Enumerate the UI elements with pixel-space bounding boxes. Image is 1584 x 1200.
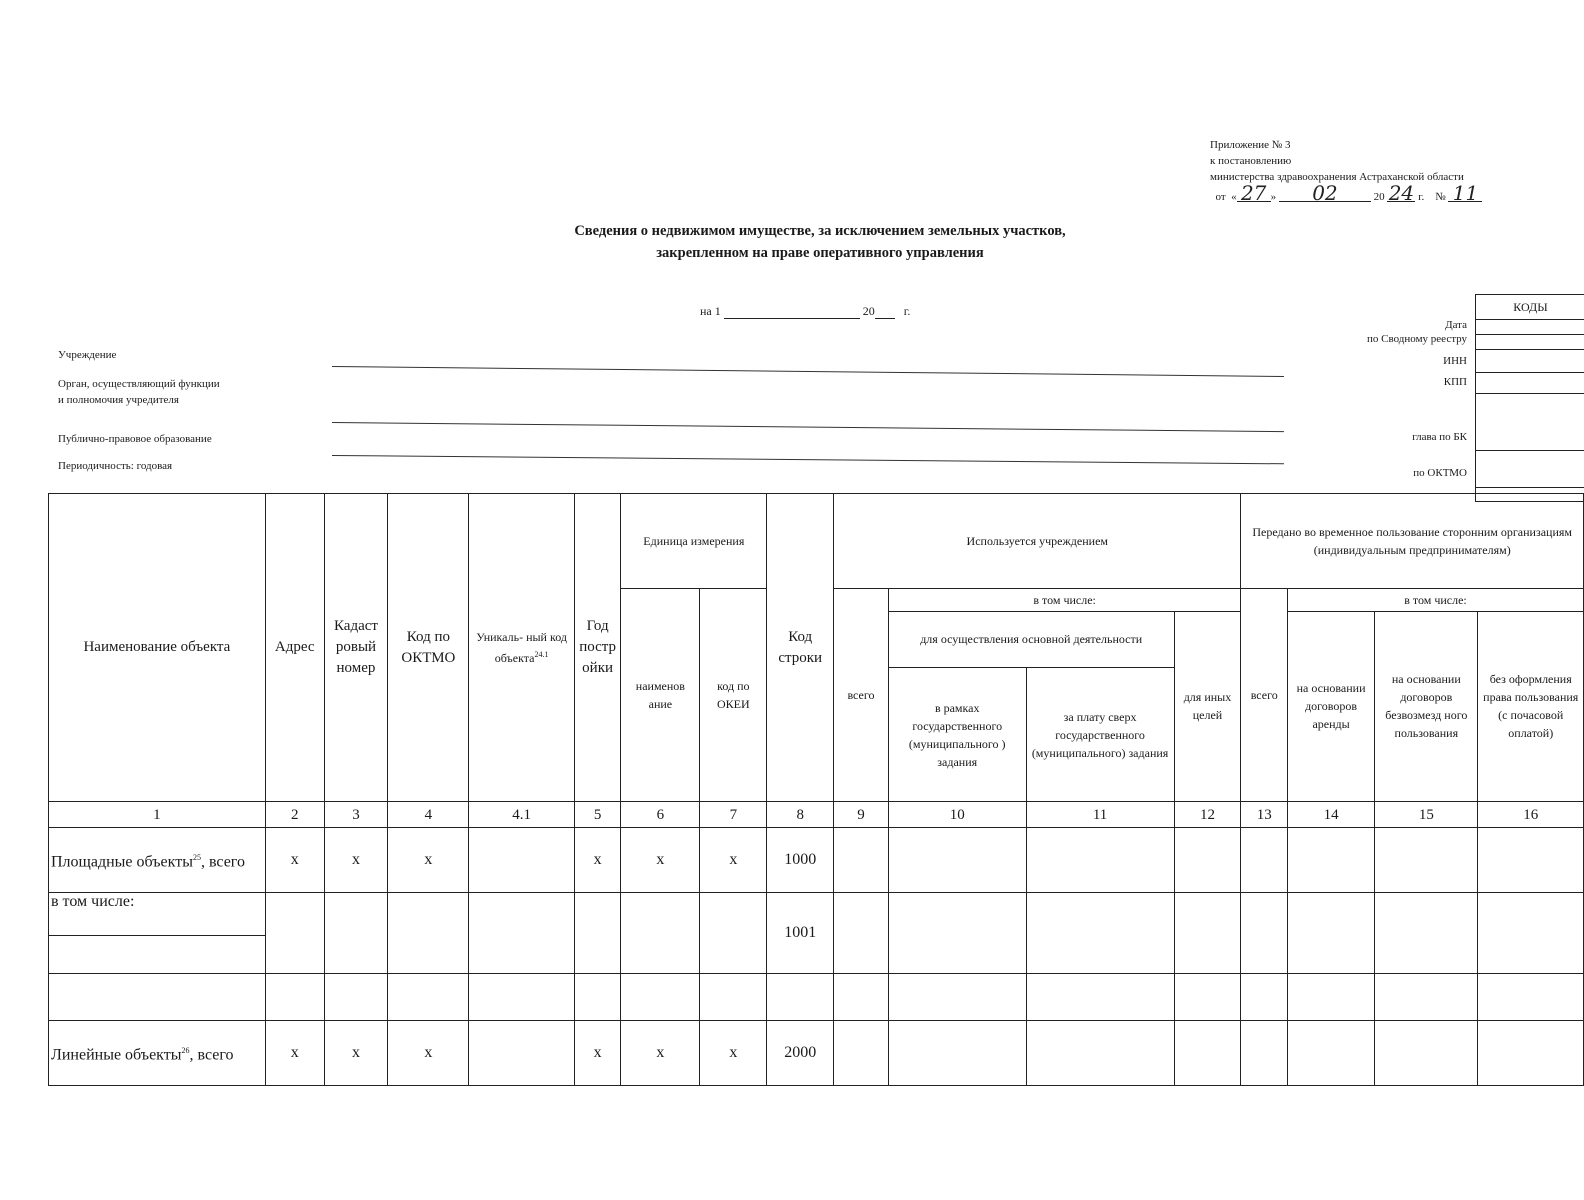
cell-empty[interactable] (621, 974, 700, 1021)
col-num: 14 (1288, 802, 1375, 828)
as-of-prefix: на 1 (700, 304, 721, 318)
row-area-text-2: , всего (200, 853, 245, 871)
institution-fill-line[interactable] (332, 366, 1284, 377)
cell-empty[interactable] (49, 935, 266, 974)
header-year: Год постр ойки (574, 494, 621, 802)
cell-line-code: 1001 (767, 893, 834, 974)
annex-from-label: от (1215, 191, 1226, 203)
header-paid-over: за плату сверх государственного (муниципального) задания (1026, 668, 1174, 802)
cell-empty[interactable] (1478, 893, 1584, 974)
cell-empty[interactable] (621, 893, 700, 974)
cell-x: х (324, 828, 388, 893)
row-area-sup: 25 (192, 853, 201, 863)
cell-empty[interactable] (1375, 974, 1478, 1021)
as-of-date-blank[interactable] (724, 304, 860, 319)
header-unique-code-sup: 24.1 (534, 650, 549, 660)
periodicity-label: Периодичность: годовая (58, 460, 173, 472)
cell-empty[interactable] (1375, 893, 1478, 974)
cell-empty[interactable] (767, 974, 834, 1021)
header-transferred: Передано во временное пользование сторонним организациям (индивидуальным предпринимателям) (1241, 494, 1584, 589)
cell-empty[interactable] (1478, 828, 1584, 893)
cell-empty[interactable] (700, 893, 767, 974)
header-used-total: всего (834, 589, 889, 802)
annex-line-1: Приложение № 3 (1210, 139, 1291, 151)
cell-empty[interactable] (1174, 893, 1241, 974)
codes-box (1475, 294, 1584, 502)
header-lease: на основании договоров аренды (1288, 611, 1375, 802)
header-free-use: на основании договоров безвозмезд ного пользования (1375, 611, 1478, 802)
cell-empty[interactable] (1026, 893, 1174, 974)
as-of-year-blank[interactable] (875, 304, 895, 319)
annex-date-line: от « 27 » 02 20 24 г. № 11 (1210, 185, 1482, 205)
cell-empty[interactable] (324, 974, 388, 1021)
annex-number-label: № (1435, 191, 1446, 203)
code-bk-label: глава по БК (1412, 431, 1467, 443)
cell-x: х (265, 828, 324, 893)
public-entity-label: Публично-правовое образование (58, 433, 212, 445)
as-of-suffix: г. (903, 304, 911, 318)
code-inn-label: ИНН (1443, 355, 1467, 367)
header-oktmo: Код по ОКТМО (388, 494, 469, 802)
header-used-incl: в том числе: (888, 589, 1241, 611)
code-kpp-label: КПП (1443, 376, 1467, 388)
annex-month: 02 (1279, 185, 1371, 202)
cell-empty[interactable] (265, 893, 324, 974)
cell-empty[interactable] (49, 974, 266, 1021)
col-num: 4 (388, 802, 469, 828)
code-date-cell[interactable] (1476, 320, 1584, 335)
row-blank-2 (49, 974, 1584, 1021)
col-num: 9 (834, 802, 889, 828)
col-num: 6 (621, 802, 700, 828)
cell-empty[interactable] (1241, 974, 1288, 1021)
header-transferred-total: всего (1241, 589, 1288, 802)
founder-label-1: Орган, осуществляющий функции (58, 378, 220, 390)
header-unit: Единица измерения (621, 494, 767, 589)
row-area-label (49, 828, 266, 893)
as-of-year-prefix: 20 (862, 304, 875, 318)
founder-fill-line[interactable] (332, 422, 1284, 432)
header-line-code: Код строки (767, 494, 834, 802)
col-num: 1 (49, 802, 266, 828)
cell-empty[interactable] (469, 974, 574, 1021)
cell-line-code: 1000 (767, 828, 834, 893)
cell-empty[interactable] (888, 828, 1026, 893)
header-unit-okei: код по ОКЕИ (700, 589, 767, 802)
row-including (49, 893, 1584, 936)
code-inn-cell[interactable] (1476, 350, 1584, 373)
col-num: 8 (767, 802, 834, 828)
cell-empty[interactable] (265, 974, 324, 1021)
header-cadastral: Кадаст ровый номер (324, 494, 388, 802)
cell-empty[interactable] (1288, 974, 1375, 1021)
document-title (430, 220, 1210, 264)
cell-empty[interactable] (834, 893, 889, 974)
code-registry-label: по Сводному реестру (1367, 333, 1467, 345)
cell-empty[interactable] (1026, 974, 1174, 1021)
annex-day: 27 (1237, 185, 1271, 202)
cell-x: х (388, 828, 469, 893)
institution-label: Учреждение (58, 349, 117, 361)
cell-empty[interactable] (1026, 828, 1174, 893)
header-unique-code-text: Уникаль- ный код объекта (476, 630, 567, 666)
cell-line-code: 2000 (767, 1021, 834, 1086)
row-linear-objects (49, 1021, 1584, 1086)
cell-empty[interactable] (574, 893, 621, 974)
cell-x: х (621, 828, 700, 893)
row-area-text: Площадные объекты (51, 853, 193, 871)
annex-block (1210, 137, 1482, 205)
row-linear-text-2: , всего (189, 1046, 234, 1064)
cell-empty[interactable] (1174, 974, 1241, 1021)
annex-year: 24 (1388, 181, 1415, 205)
header-unit-name: наименов ание (621, 589, 700, 802)
cell-x: х (621, 1021, 700, 1086)
cell-empty[interactable] (834, 974, 889, 1021)
header-main-activity: для осуществления основной деятельности (888, 611, 1174, 668)
cell-x: х (700, 828, 767, 893)
cell-empty[interactable] (1375, 1021, 1478, 1086)
title-line-2: закрепленном на праве оперативного управления (656, 245, 984, 261)
header-name: Наименование объекта (49, 494, 266, 802)
col-num: 10 (888, 802, 1026, 828)
cell-x: х (574, 1021, 621, 1086)
cell-empty[interactable] (469, 893, 574, 974)
cell-empty[interactable] (888, 893, 1026, 974)
code-bk-cell[interactable] (1476, 394, 1584, 451)
header-transferred-incl: в том числе: (1288, 589, 1584, 611)
col-num: 12 (1174, 802, 1241, 828)
col-num: 4.1 (469, 802, 574, 828)
row-area-objects (49, 828, 1584, 893)
cell-x: х (324, 1021, 388, 1086)
cell-x: х (265, 1021, 324, 1086)
annex-year-suffix: г. (1418, 191, 1425, 203)
col-num: 11 (1026, 802, 1174, 828)
cell-x: х (388, 1021, 469, 1086)
cell-empty[interactable] (1241, 893, 1288, 974)
cell-empty[interactable] (574, 974, 621, 1021)
cell-empty[interactable] (1288, 828, 1375, 893)
header-unique-code (469, 494, 574, 802)
code-oktmo-cell[interactable] (1476, 451, 1584, 488)
header-state-task: в рамках государственного (муниципального ) задания (888, 668, 1026, 802)
annex-line-2: к постановлению (1210, 155, 1292, 167)
col-num: 13 (1241, 802, 1288, 828)
cell-empty[interactable] (1288, 893, 1375, 974)
cell-empty[interactable] (469, 828, 574, 893)
cell-empty[interactable] (388, 893, 469, 974)
property-table (48, 493, 1584, 1086)
cell-empty[interactable] (324, 893, 388, 974)
header-address: Адрес (265, 494, 324, 802)
title-line-1: Сведения о недвижимом имуществе, за исключением земельных участков, (574, 223, 1066, 239)
public-entity-fill-line[interactable] (332, 455, 1284, 464)
annex-line-3: министерства здравоохранения Астраханской области (1210, 171, 1464, 183)
cell-empty[interactable] (834, 828, 889, 893)
cell-empty[interactable] (1026, 1021, 1174, 1086)
col-num: 5 (574, 802, 621, 828)
cell-empty[interactable] (1174, 1021, 1241, 1086)
code-date-label: Дата (1445, 319, 1467, 331)
row-linear-label (49, 1021, 266, 1086)
code-registry-cell[interactable] (1476, 335, 1584, 350)
row-linear-text: Линейные объекты (51, 1046, 182, 1064)
col-num: 2 (265, 802, 324, 828)
as-of-date (700, 304, 910, 319)
cell-empty[interactable] (700, 974, 767, 1021)
col-num: 16 (1478, 802, 1584, 828)
row-including-label: в том числе: (49, 893, 266, 936)
cell-empty[interactable] (1478, 974, 1584, 1021)
cell-empty[interactable] (888, 1021, 1026, 1086)
header-used: Используется учреждением (834, 494, 1241, 589)
code-kpp-cell[interactable] (1476, 373, 1584, 394)
cell-empty[interactable] (1375, 828, 1478, 893)
col-num: 15 (1375, 802, 1478, 828)
cell-empty[interactable] (888, 974, 1026, 1021)
annex-number: 11 (1448, 185, 1482, 202)
code-oktmo-label: по ОКТМО (1413, 467, 1467, 479)
col-num: 3 (324, 802, 388, 828)
founder-label-2: и полномочия учредителя (58, 394, 179, 406)
header-other-purposes: для иных целей (1174, 611, 1241, 802)
column-number-row (49, 802, 1584, 828)
cell-empty[interactable] (469, 1021, 574, 1086)
cell-empty[interactable] (834, 1021, 889, 1086)
cell-empty[interactable] (1241, 828, 1288, 893)
cell-empty[interactable] (1478, 1021, 1584, 1086)
codes-header: КОДЫ (1476, 295, 1584, 320)
cell-empty[interactable] (388, 974, 469, 1021)
col-num: 7 (700, 802, 767, 828)
cell-x: х (700, 1021, 767, 1086)
cell-empty[interactable] (1241, 1021, 1288, 1086)
cell-x: х (574, 828, 621, 893)
cell-empty[interactable] (1174, 828, 1241, 893)
row-linear-sup: 26 (181, 1045, 190, 1055)
annex-year-prefix: 20 (1373, 191, 1385, 203)
cell-empty[interactable] (1288, 1021, 1375, 1086)
header-no-legal: без оформления права пользования (с почасовой оплатой) (1478, 611, 1584, 802)
